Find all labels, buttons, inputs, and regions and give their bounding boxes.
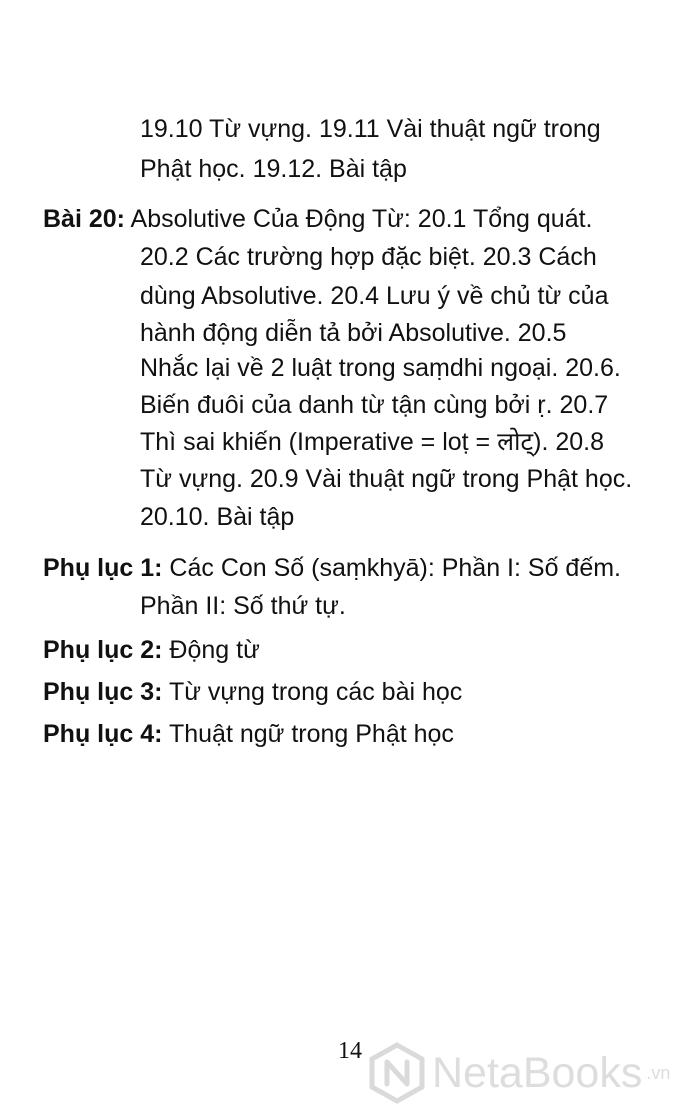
toc-line [140,505,294,530]
toc-text: dùng Absolutive. 20.4 Lưu ý về chủ từ của [140,282,609,310]
toc-entry-phu-luc-1 [43,556,621,581]
page-number: 14 [338,1038,362,1064]
toc-entry-label: Phụ lục 4: [43,720,163,748]
toc-text: hành động diễn tả bởi Absolutive. 20.5 [140,319,567,347]
toc-line [140,284,609,309]
toc-line [140,467,632,492]
watermark [366,1042,670,1104]
toc-line [140,356,621,381]
toc-text: Nhắc lại về 2 luật trong saṃdhi ngoại. 20.6. [140,354,621,382]
n-logo-icon [366,1042,428,1104]
toc-text: Các Con Số (saṃkhyā): Phần I: Số đếm. [162,554,622,582]
toc-entry-phu-luc-2 [43,638,260,663]
toc-line [140,117,601,142]
toc-text: 19.10 Từ vựng. 19.11 Vài thuật ngữ trong [140,115,601,143]
toc-entry-label: Phụ lục 3: [43,678,163,706]
toc-entry-phu-luc-3 [43,680,462,705]
toc-line [140,594,346,619]
toc-text: Thuật ngữ trong Phật học [162,720,454,748]
toc-text: Absolutive Của Động Từ: 20.1 Tổng quát. [124,205,593,233]
toc-entry-label: Bài 20: [43,205,125,233]
toc-entry-phu-luc-4 [43,722,454,747]
toc-line [140,245,597,270]
toc-text: Biến đuôi của danh từ tận cùng bởi ṛ. 20.7 [140,391,609,419]
toc-text: 20.2 Các trường hợp đặc biệt. 20.3 Cách [140,243,597,271]
toc-text: Từ vựng trong các bài học [162,678,463,706]
toc-entry-label: Phụ lục 2: [43,636,163,664]
toc-line [140,321,566,346]
toc-line [140,430,604,455]
toc-text: Từ vựng. 20.9 Vài thuật ngữ trong Phật học. [140,465,633,493]
watermark-suffix: .vn [646,1062,671,1083]
toc-text: 20.10. Bài tập [140,503,295,531]
toc-text: Động từ [162,636,260,664]
toc-line [140,157,407,182]
toc-line [140,393,608,418]
toc-entry-bai-20 [43,207,593,232]
toc-text: Thì sai khiến (Imperative = loṭ = लोट्). 20.8 [140,428,605,456]
watermark-brand: NetaBooks [432,1048,643,1097]
toc-entry-label: Phụ lục 1: [43,554,163,582]
toc-text: Phật học. 19.12. Bài tập [140,155,407,183]
toc-text: Phần II: Số thứ tự. [140,592,346,620]
